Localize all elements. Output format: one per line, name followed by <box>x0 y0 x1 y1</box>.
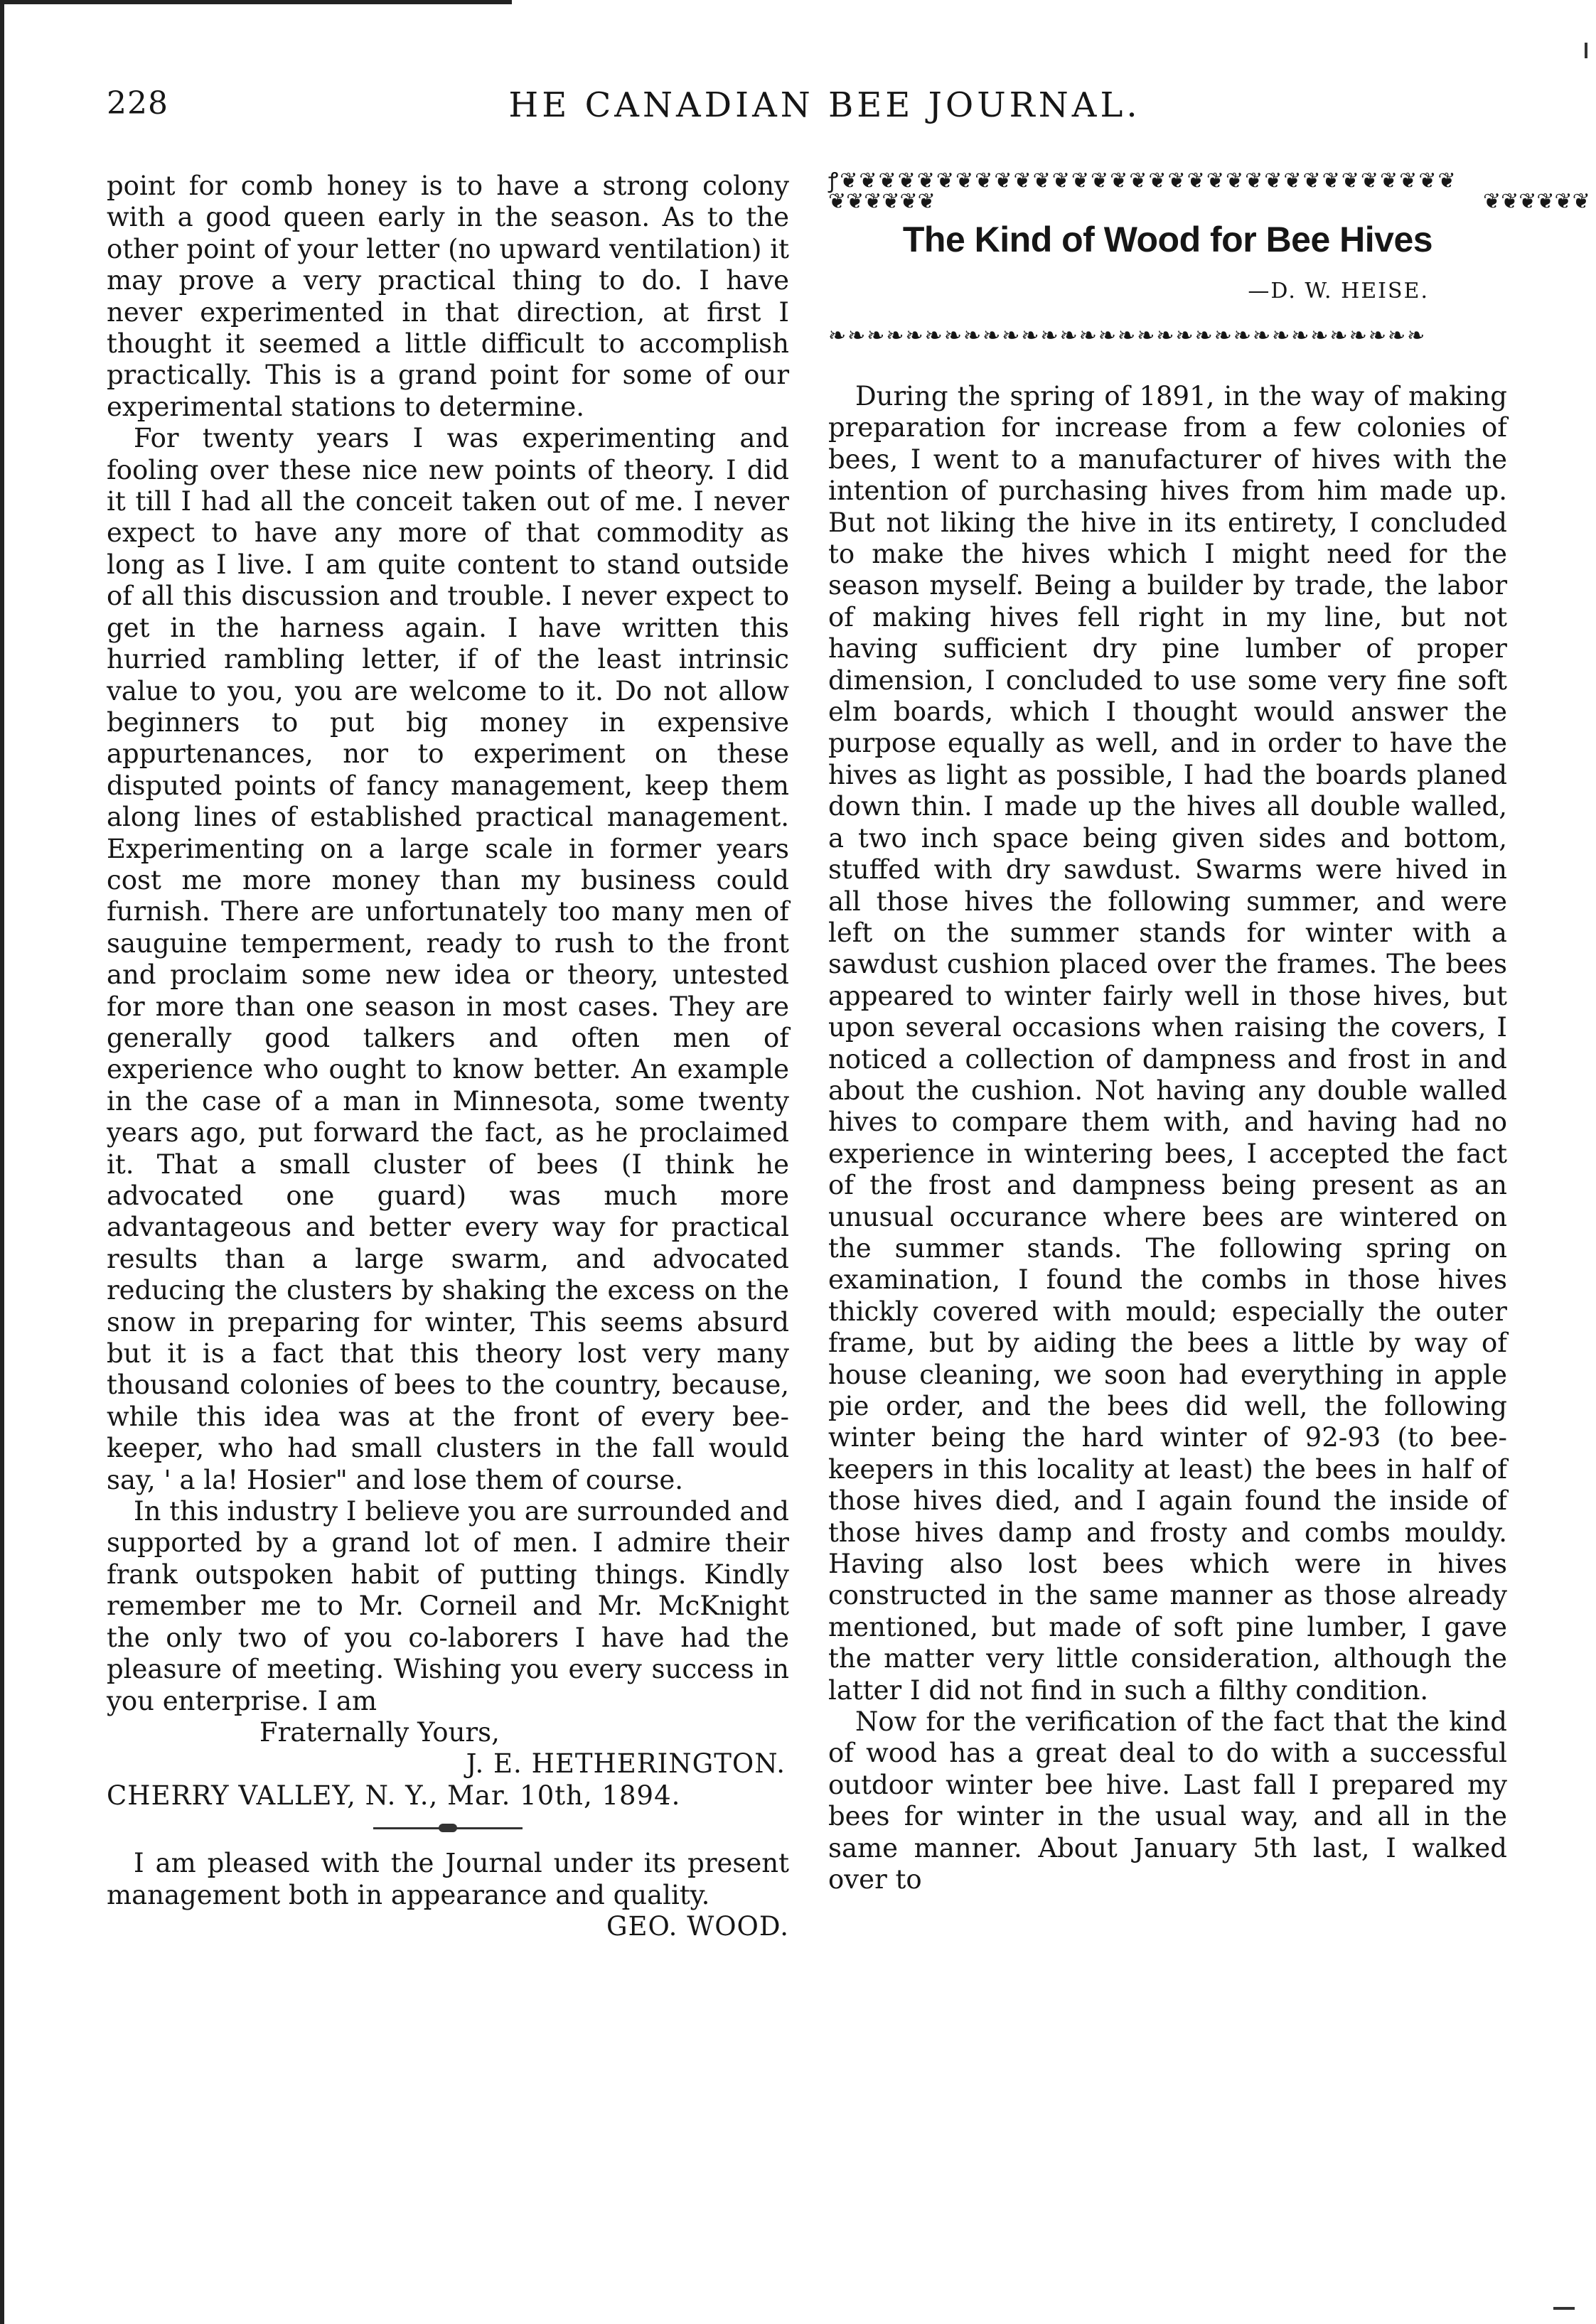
article-paragraph-1: During the spring of 1891, in the way of making preparation for increase from a few colonies of bees, I went to a manufacturer of hives with the intention of purchasing hives from him made up. But not liking the hive in its entirety, I concluded to make the hives which I might need for the season myself. Being a builder by trade, the labor of making hives fell right in my line, but not having sufficient dry pine lumber of proper dimension, I concluded to use some very fine soft elm boards, which I thought would answer the purpose equally as well, and in order to have the hives as light as possible, I had the boards planed down thin. I made up the hives all double walled, a two inch space being given sides and bottom, stuffed with dry sawdust. Swarms were hived in all those hives the following summer, and were left on the summer stands for winter with a sawdust cushion placed over the frames. The bees appeared to winter fairly well in those hives, but upon several occasions when raising the covers, I noticed a collection of dampness and frost in and about the cushion. Not having any double walled hives to compare them with, and having had no experience in wintering bees, I accepted the fact of the frost and dampness being present as an unusual occurance where bees are wintered on the summer stands. The following spring on examination, I found the combs in those hives thickly covered with mould; especially the outer frame, but by aiding the bees a little by way of house cleaning, we soon had everything in apple pie order, and the bees did well, the following winter being the hard winter of 92-93 (to bee-keepers in this locality at least) the bees in half of those hives died, and I again found the inside of those hives damp and frosty and combs mouldy. Having also lost bees which were in hives constructed in the same manner as those already mentioned, but made of soft pine lumber, I gave the matter very little consideration, although the latter I did not find in such a filthy condition. <box>828 381 1507 1706</box>
letter-signoff <box>107 1717 789 1812</box>
page-header <box>107 85 1543 142</box>
left-column <box>107 171 789 1942</box>
article-paragraph-2: Now for the verification of the fact that the kind of wood has a great deal to do with a successful outdoor winter bee hive. Last fall I prepared my bees for winter in the usual way, and all in the same manner. About January 5th last, I walked over to <box>828 1706 1507 1895</box>
letter-paragraph-1: point for comb honey is to have a strong colony with a good queen early in the season. As to the other point of your letter (no upward ventilation) it may prove a very practical thing to do. I have never experimented in that direction, at first I thought it seemed a little difficult to accomplish practically. This is a grand point for some of our experimental stations to determine. <box>107 171 789 422</box>
top-border-rule <box>0 0 512 4</box>
page-number: 228 <box>107 85 168 122</box>
ornamental-border-right: ❦❦❦❦❦❦ <box>1483 189 1590 214</box>
letter-signer: J. E. HETHERINGTON. <box>466 1748 786 1780</box>
journal-title: HE CANADIAN BEE JOURNAL. <box>508 85 1141 125</box>
left-border-rule <box>0 0 4 2324</box>
article-title-box <box>828 168 1590 348</box>
place-date: CHERRY VALLEY, N. Y., Mar. 10th, 1894. <box>107 1780 681 1811</box>
article-title: The Kind of Wood for Bee Hives <box>902 220 1433 259</box>
letter-paragraph-2: For twenty years I was experimenting and fooling over these nice new points of theory. I did it till I had all the conceit taken out of me. I never expect to have any more of that commodity as long as I live. I am quite content to stand outside of all this discussion and trouble. I never expect to get in the harness again. I have written this hurried rambling letter, if of the least intrinsic value to you, you are welcome to it. Do not allow beginners to put big money in expensive appurtenances, nor to experiment on these disputed points of fancy management, keep them along lines of established practical management. Experimenting on a large scale in former years cost me more money than my business could furnish. There are unfortunately too many men of sauguine temperment, ready to rush to the front and proclaim some new idea or theory, untested for more than one season in most cases. They are generally good talkers and often men of experience who ought to know better. An example in the case of a man in Minnesota, some twenty years ago, put forward the fact, as he proclaimed it. That a small cluster of bees (I think he advocated one guard) was much more advantageous and better every way for practical results than a large swarm, and advocated reducing the clusters by shaking the excess on the snow in preparing for winter, This seems absurd but it is a fact that this theory lost very many thousand colonies of bees to the country, because, while this idea was at the front of every bee-keeper, who had small clusters in the fall would say, ' a la! Hosier" and lose them of course. <box>107 423 789 1495</box>
ornamental-border-bottom: ❧❧❧❧❧❧❧❧❧❧❧❧❧❧❧❧❧❧❧❧❧❧❧❧❧❧❧❧❧❧❧ <box>828 323 1427 348</box>
footer-mark <box>1553 2307 1575 2310</box>
ornamental-border-top: ꝭ❦❦❦❦❦❦❦❦❦❦❦❦❦❦❦❦❦❦❦❦❦❦❦❦❦❦❦❦❦❦❦❦ <box>828 168 1457 193</box>
closing-line: Fraternally Yours, <box>259 1716 500 1748</box>
reader-note-signer: GEO. WOOD. <box>606 1910 789 1942</box>
article-body <box>828 381 1507 1896</box>
edge-mark <box>1585 43 1587 58</box>
reader-note <box>107 1848 789 1942</box>
right-column <box>828 168 1590 1896</box>
letter-paragraph-3: In this industry I believe you are surrounded and supported by a grand lot of men. I admire their frank outspoken habit of putting things. Kindly remember me to Mr. Corneil and Mr. McKnight the only two of you co-laborers I have had the pleasure of meeting. Wishing you every success in you enterprise. I am <box>107 1496 789 1716</box>
article-byline: —D. W. HEISE. <box>1248 279 1429 303</box>
section-divider <box>373 1827 523 1829</box>
reader-note-text: I am pleased with the Journal under its present management both in appearance and quality. <box>107 1848 789 1910</box>
ornamental-border-left: ❦❦❦❦❦❦ <box>828 189 936 214</box>
